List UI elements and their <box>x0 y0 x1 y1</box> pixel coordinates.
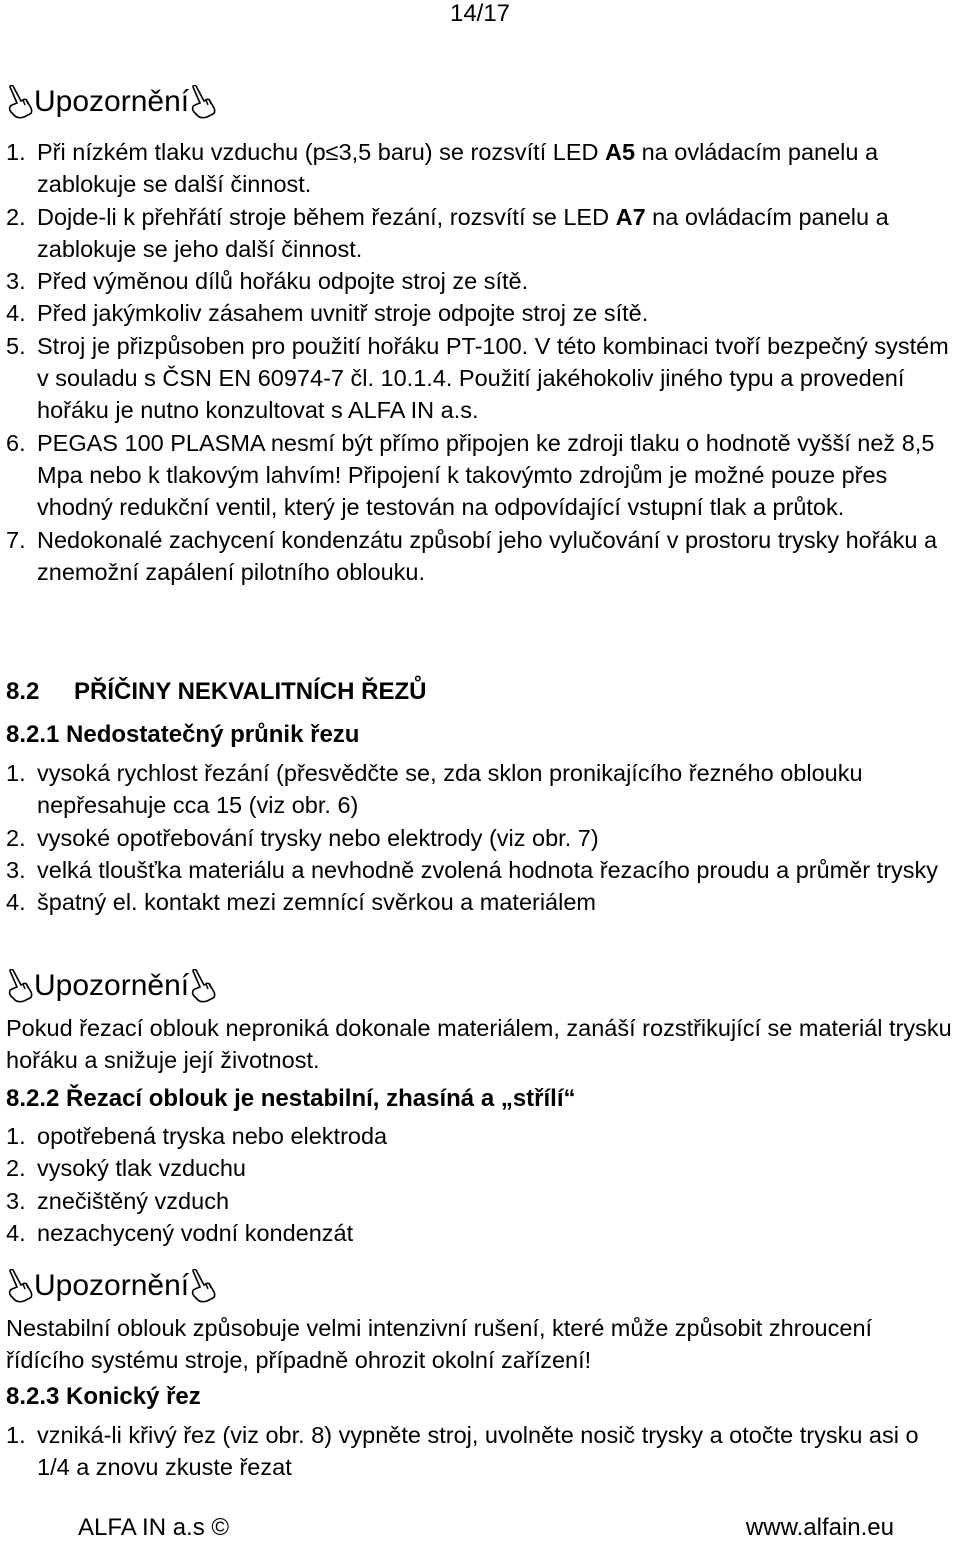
warning-heading <box>6 82 217 122</box>
pointing-hand-icon <box>6 85 34 119</box>
list-item: 6. PEGAS 100 PLASMA nesmí být přímo připojen ke zdroji tlaku o hodnotě vyšší než 8,5 Mpa nebo k tlakovým lahvím! Připojení k takovýmto zdrojům je možné pouze přes vhodný redukční ventil, který je testován na odpovídající vstupní tlak a průtok. <box>6 429 935 521</box>
list-item: 2. vysoké opotřebování trysky nebo elektrody (viz obr. 7) <box>6 824 599 851</box>
list-item: 1. Při nízkém tlaku vzduchu (p≤3,5 baru) se rozsvítí LED A5 na ovládacím panelu a zablokuje se další činnost. <box>6 139 879 198</box>
list-item: 3. znečištěný vzduch <box>6 1187 230 1214</box>
cause-list-8-2-1 <box>6 757 956 918</box>
warning-label: Upozornění <box>34 969 190 1002</box>
list-item: 4. Před jakýmkoliv zásahem uvnitř stroje odpojte stroj ze sítě. <box>6 300 649 327</box>
page-number: 14/17 <box>449 0 511 27</box>
pointing-hand-icon <box>6 969 34 1003</box>
list-item: 3. Před výměnou dílů hořáku odpojte stroj ze sítě. <box>6 268 529 295</box>
section-heading-8-2-2: 8.2.2 Řezací oblouk je nestabilní, zhasíná a „střílí“ <box>6 1085 576 1112</box>
list-item: 2. vysoký tlak vzduchu <box>6 1155 246 1182</box>
warning-label: Upozornění <box>34 1269 190 1302</box>
list-item: 4. špatný el. kontakt mezi zemnící svěrkou a materiálem <box>6 889 596 916</box>
cause-list-8-2-3 <box>6 1419 956 1484</box>
pointing-hand-icon <box>189 85 217 119</box>
warning-heading <box>6 1266 217 1306</box>
footer-website: www.alfain.eu <box>745 1514 894 1541</box>
pointing-hand-icon <box>6 1269 34 1303</box>
pointing-hand-icon <box>189 1269 217 1303</box>
list-item: 1. vysoká rychlost řezání (přesvědčte se, zda sklon pronikajícího řezného oblouku nepřesahuje cca 15 (viz obr. 6) <box>6 760 863 819</box>
section-heading-8-2-3: 8.2.3 Konický řez <box>6 1383 201 1410</box>
warning-paragraph: Pokud řezací oblouk neproniká dokonale materiálem, zanáší rozstřikující se materiál trysku hořáku a snižuje její životnost. <box>6 1015 952 1074</box>
list-item: 5. Stroj je přizpůsoben pro použití hořáku PT-100. V této kombinaci tvoří bezpečný systém v souladu s ČSN EN 60974-7 čl. 10.1.4. Použití jakéhokoliv jiného typu a provedení hořáku je nutno konzultovat s ALFA IN a.s. <box>6 332 949 424</box>
list-item: 7. Nedokonalé zachycení kondenzátu způsobí jeho vylučování v prostoru trysky hořáku a znemožní zapálení pilotního oblouku. <box>6 526 938 585</box>
list-item: 2. Dojde-li k přehřátí stroje během řezání, rozsvítí se LED A7 na ovládacím panelu a zablokuje se jeho další činnost. <box>6 203 889 262</box>
list-item: 1. opotřebená tryska nebo elektroda <box>6 1123 388 1149</box>
list-item: 3. velká tloušťka materiálu a nevhodně zvolená hodnota řezacího proudu a průměr trysky <box>6 856 939 883</box>
footer-company: ALFA IN a.s © <box>78 1514 230 1541</box>
list-item: 1. vzniká-li křivý řez (viz obr. 8) vypněte stroj, uvolněte nosič trysky a otočte trysku asi o 1/4 a znovu zkuste řezat <box>6 1422 919 1481</box>
cause-list-8-2-2 <box>6 1120 956 1249</box>
warning-heading <box>6 966 217 1006</box>
list-item: 4. nezachycený vodní kondenzát <box>6 1219 354 1246</box>
warning-list-1 <box>6 136 956 588</box>
section-heading-8-2: 8.2 PŘÍČINY NEKVALITNÍCH ŘEZŮ <box>6 678 427 705</box>
pointing-hand-icon <box>189 969 217 1003</box>
section-heading-8-2-1: 8.2.1 Nedostatečný průnik řezu <box>6 721 360 748</box>
warning-label: Upozornění <box>34 85 190 118</box>
warning-paragraph: Nestabilní oblouk způsobuje velmi intenzivní rušení, které může způsobit zhroucení řídícího systému stroje, případně ohrozit okolní zařízení! <box>6 1315 873 1374</box>
